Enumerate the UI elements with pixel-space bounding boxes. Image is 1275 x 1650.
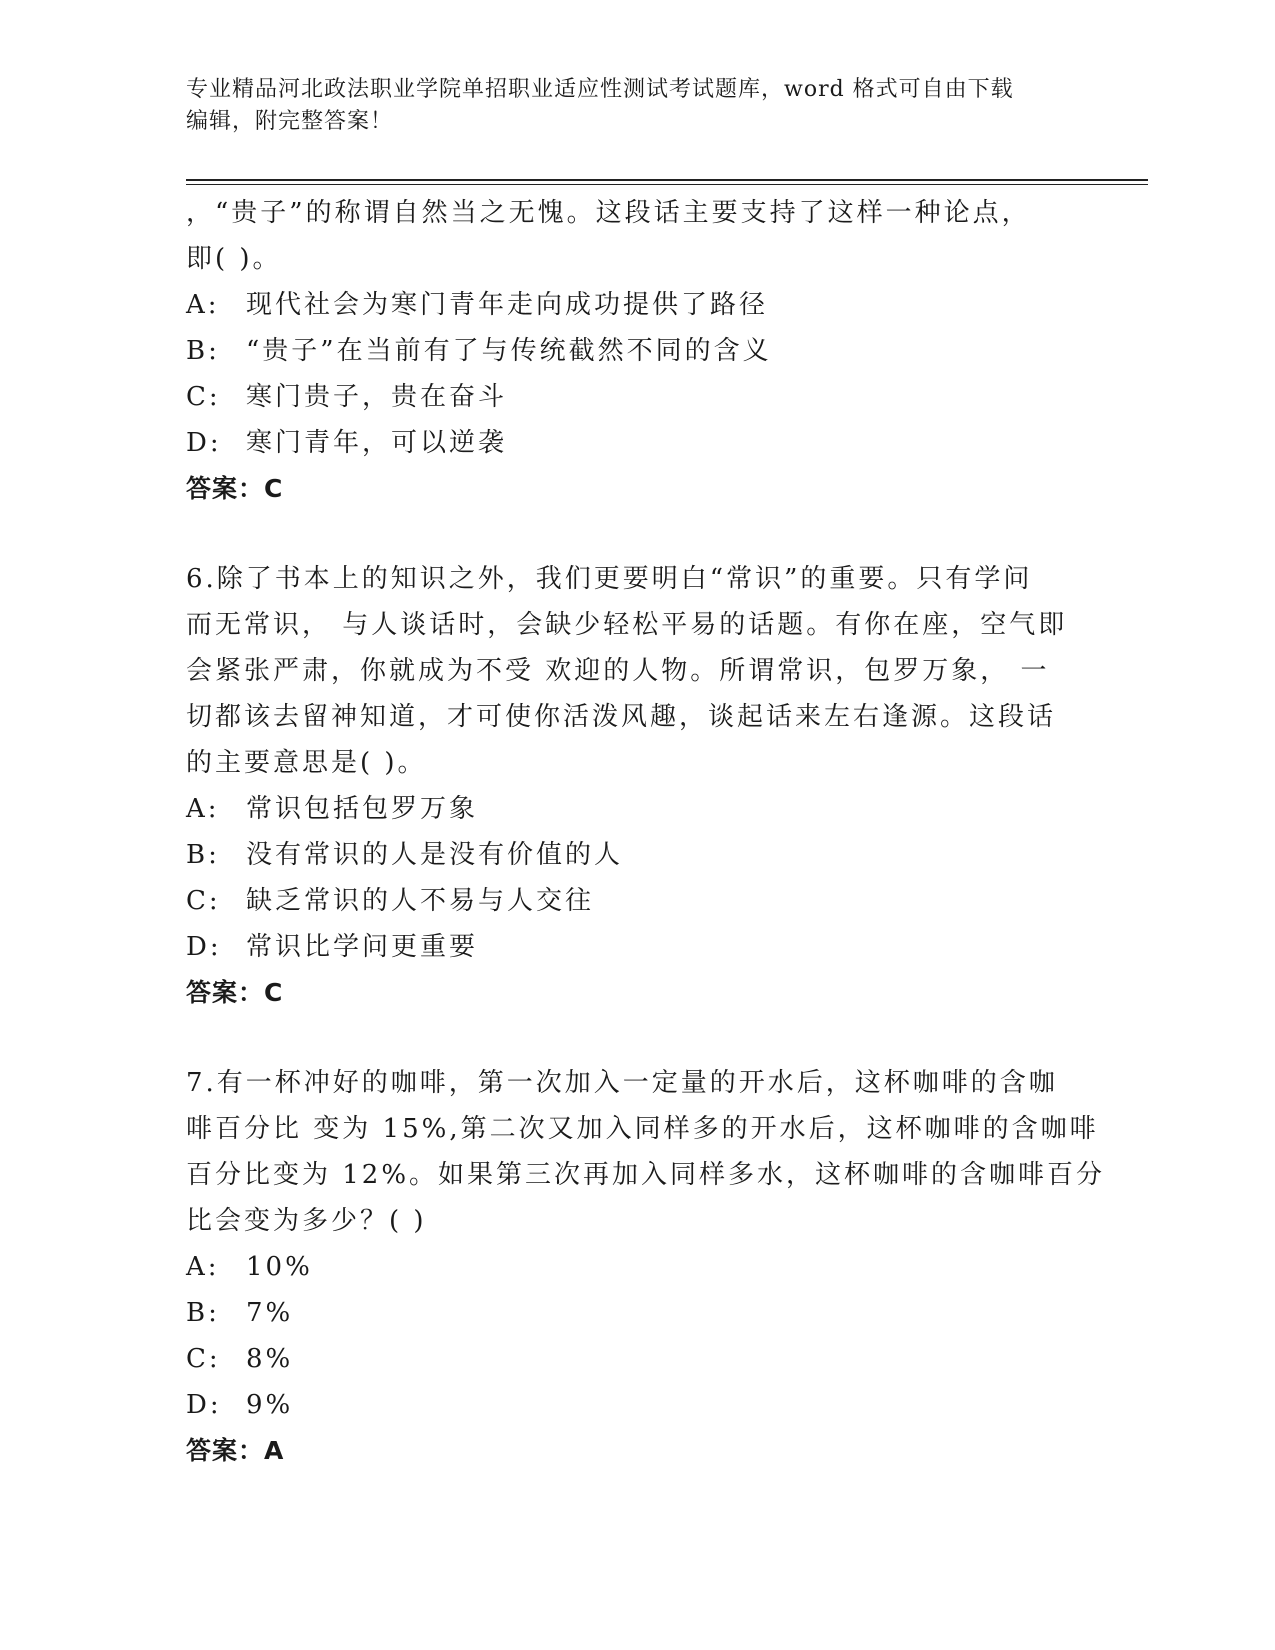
question-7-line-4: 比会变为多少？( ) — [186, 1206, 427, 1236]
option-label: A: — [186, 794, 220, 824]
question-7-answer: 答案：A — [186, 1436, 285, 1465]
question-6-option-a — [186, 786, 1086, 832]
option-text: 7% — [246, 1298, 294, 1328]
option-label: B: — [186, 840, 220, 870]
question-6-option-d — [186, 924, 1086, 970]
option-text: 缺乏常识的人不易与人交往 — [246, 886, 595, 916]
document-body — [186, 190, 1106, 1474]
header-divider-thin — [186, 184, 1148, 185]
question-6-line-1: 6.除了书本上的知识之外，我们更要明白“常识”的重要。只有学问 — [186, 564, 1033, 594]
spacer — [186, 512, 1086, 556]
option-text: 常识比学问更重要 — [246, 932, 479, 962]
header-divider-thick — [186, 179, 1148, 181]
option-text: 寒门贵子，贵在奋斗 — [246, 382, 508, 412]
option-label: A: — [186, 290, 220, 320]
question-6-line-4: 切都该去留神知道，才可使你活泼风趣，谈起话来左右逢源。这段话 — [186, 702, 1057, 732]
question-7-option-b — [186, 1290, 1086, 1336]
option-label: D: — [186, 428, 222, 458]
question-6-option-c — [186, 878, 1086, 924]
option-label: D: — [186, 1390, 222, 1420]
header-line-2: 编辑，附完整答案！ — [186, 109, 394, 134]
question-6-answer: 答案：C — [186, 978, 284, 1007]
option-text: “贵子”在当前有了与传统截然不同的含义 — [246, 336, 772, 366]
header-line-1: 专业精品河北政法职业学院单招职业适应性测试考试题库，word 格式可自由下载 — [186, 77, 1014, 102]
question-5-line-2: 即( )。 — [186, 244, 282, 274]
option-label: C: — [186, 886, 221, 916]
option-label: C: — [186, 1344, 221, 1374]
option-text: 10% — [246, 1252, 313, 1282]
option-label: B: — [186, 1298, 220, 1328]
question-7-option-d — [186, 1382, 1086, 1428]
option-text: 8% — [246, 1344, 294, 1374]
option-text: 9% — [246, 1390, 294, 1420]
question-7-option-a — [186, 1244, 1086, 1290]
document-header — [186, 74, 1086, 138]
option-text: 现代社会为寒门青年走向成功提供了路径 — [246, 290, 769, 320]
question-5-answer: 答案：C — [186, 474, 284, 503]
question-7-line-1: 7.有一杯冲好的咖啡，第一次加入一定量的开水后，这杯咖啡的含咖 — [186, 1068, 1058, 1098]
question-7-line-3: 百分比变为 12%。如果第三次再加入同样多水，这杯咖啡的含咖啡百分 — [186, 1160, 1106, 1190]
question-5-option-a — [186, 282, 1086, 328]
question-5-line-1: ，“贵子”的称谓自然当之无愧。这段话主要支持了这样一种论点， — [186, 198, 1031, 228]
question-6-option-b — [186, 832, 1086, 878]
question-5-option-c — [186, 374, 1086, 420]
question-7 — [186, 1060, 1106, 1474]
option-text: 常识包括包罗万象 — [246, 794, 479, 824]
question-6-line-3: 会紧张严肃，你就成为不受 欢迎的人物。所谓常识，包罗万象， 一 — [186, 656, 1050, 686]
question-5-option-b — [186, 328, 1086, 374]
question-5 — [186, 190, 1086, 512]
option-text: 寒门青年，可以逆袭 — [246, 428, 508, 458]
option-label: B: — [186, 336, 220, 366]
spacer — [186, 1016, 1086, 1060]
option-label: D: — [186, 932, 222, 962]
option-label: C: — [186, 382, 221, 412]
question-5-option-d — [186, 420, 1086, 466]
question-6-line-2: 而无常识， 与人谈话时，会缺少轻松平易的话题。有你在座，空气即 — [186, 610, 1068, 640]
question-6 — [186, 556, 1086, 1016]
question-7-line-2: 啡百分比 变为 15%,第二次又加入同样多的开水后，这杯咖啡的含咖啡 — [186, 1114, 1099, 1144]
question-6-line-5: 的主要意思是( )。 — [186, 748, 427, 778]
option-text: 没有常识的人是没有价值的人 — [246, 840, 624, 870]
question-7-option-c — [186, 1336, 1086, 1382]
option-label: A: — [186, 1252, 220, 1282]
